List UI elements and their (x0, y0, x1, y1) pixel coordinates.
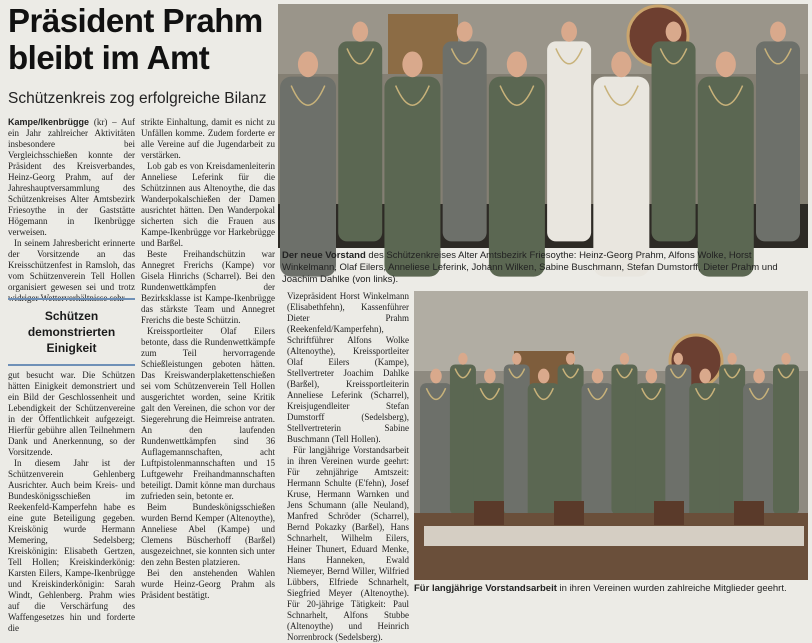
lead-text: (kr) – Auf ein Jahr zahlreicher Aktivitäten insbesondere bei Vergleichsschießen konnte der Präsident des Kreisverbandes, Heinz-Georg Prahm, auf der Jahreshauptversammlung des Schützenkreises Alter Amtsbezirk Friesoythe in der Gaststätte Högemann in Ikenbrügge verweisen. (8, 117, 135, 237)
paragraph: In diesem Jahr ist der Schützenverein Gehlenberg Ausrichter. Auch beim Kreis- und Bundeskönigsschießen im Reekenfeld-Kamperfehn habe es eine gute Beteiligung gegeben. Kreiskönig wurde Hermann Memering, Sedelsberg; Kreiskönigin: Elisabeth Gertzen, Tell Hollen; Kreiskinderkönig: Karsten Eilers, Kampe-Ikenbrügge und Kreiskinderkönigin: Sarah Windt, Gehlenberg. Prahm wies auf die Verschärfung des Waffengesetzes hin und forderte die (8, 458, 135, 633)
person-figure (719, 353, 745, 515)
paragraph: Für langjährige Vorstandsarbeit in ihren Vereinen wurde geehrt: Für zehnjährige Amtszeit: Hermann Schulte (E'fehn), Josef Kruse, Hermann Warnken und Jens Schumann (alle Neuland), Manfred Schröder (Scharrel), Bernd Pokazky (Barßel), Hans Schnarhelt, Wilhelm Eilers, Heiner Thunert, Eduard Menke, Hans Hanneken, Ewald Niemeyer, Bernd Willer, Wilfried Lübbers, Elfriede Schnarhelt, Siegfried Meyer (Altenoythe). Für 20-jährige Tätigkeit: Paul Schnarhelt, Alfons Stubbe (Altenoythe) und Heinrich Norrenbrock (Sedelsberg). (287, 445, 409, 642)
person-figure (689, 369, 721, 533)
caption-text: des Schützenkreises Alter Amtsbezirk Friesoythe: Heinz-Georg Prahm, Alfons Wolke, Horst Winkelmann, Olaf Eilers, Anneliese Leferink, Johann Wilken, Sabine Buschmann, Stefan Dumstorff, Dieter Prahm und Joachim Dahlke (von links). (282, 250, 778, 285)
intermediate-heading: Schützen demonstrierten Einigkeit (8, 298, 135, 366)
article-column-1-continued (8, 370, 135, 633)
paragraph: In seinem Jahresbericht erinnerte der Vorsitzende an das Kreisschützenfest in Ramsloh, das vom Schützenverein Tell Hollen organisiert gewesen sei und trotz widriger Wetterverhältnisse sehr (8, 238, 135, 303)
person-figure (582, 369, 614, 533)
dateline: Kampe/Ikenbrügge (8, 117, 90, 127)
headline: Präsident Prahm bleibt im Amt (8, 2, 263, 76)
paragraph: Kreissportleiter Olaf Eilers betonte, dass die Rundenwettkämpfe zum Teil hervorragende Schießleistungen geboten hätten. Das Kreiswanderplakettenschießen sei vom Schützenverein Tell Hollen ausgerichtet worden, seine Kritik galt den Vereinen, die schon vor der Siegerehrung die Heimreise antraten. An den laufenden Rundenwettkämpfen sind 36 Auflagemannschaften, acht Luftpistolenmannschaften und 15 Luftgewehr Freihandmannschaften beteiligt. Damit könne man durchaus zufrieden sein, betonte er. (141, 326, 275, 501)
paragraph: Lob gab es von Kreisdamenleiterin Anneliese Leferink für die Schützinnen aus Altenoythe, die das Wanderpokalschießen der Damen ausrichtet hätten. Den Wanderpokal sicherten sich die Frauen aus Kampe-Ikenbrügge vor Harkebrügge und Barßel. (141, 161, 275, 248)
photo-honored-members (414, 291, 808, 580)
person-figure (489, 51, 545, 276)
photo-honored-members-image (414, 291, 808, 580)
caption-bold: Für langjährige Vorstandsarbeit (414, 583, 557, 594)
person-figure (547, 22, 591, 242)
person-figure (652, 22, 696, 242)
paragraph: Beste Freihandschützin war Annegret Frerichs (Kampe) vor Gisela Hinrichs (Scharrel). Bei den Rundenwettkämpfen der Bezirksklasse ist Kampe-Ikenbrügge das stärkste Team und Annegret Frerichs die beste Schützin. (141, 249, 275, 325)
person-figure (756, 22, 800, 242)
person-figure (611, 353, 637, 515)
article-column-3 (287, 291, 409, 642)
person-figure (593, 51, 649, 276)
person-figure (450, 353, 476, 515)
person-figure (698, 51, 754, 276)
person-figure (420, 369, 452, 533)
lead-paragraph (8, 117, 135, 238)
caption-text: in ihren Vereinen wurden zahlreiche Mitglieder geehrt. (556, 583, 787, 594)
paragraph: gut besucht war. Die Schützen hätten Einigkeit demonstriert und ein Bild der Geschlossenheit und Lebendigkeit der Schützenvereine in der Öffentlichkeit aufgezeigt. Hierfür gebühre allen Teilnehmern Dank und Anerkennung, so der Vorsitzende. (8, 370, 135, 457)
person-figure (338, 22, 382, 242)
paragraph: strikte Einhaltung, damit es nicht zu Unfällen komme. Zudem forderte er alle Vereine auf die Jugendarbeit zu verstärken. (141, 117, 275, 160)
photo-board-members (278, 4, 808, 248)
person-figure (443, 22, 487, 242)
paragraph: Vizepräsident Horst Winkelmann (Elisabethfehn), Kassenführer Dieter Prahm (Reekenfeld/Kamperfehn), Schriftführer Alfons Wolke (Altenoythe), Kreissportleiter Olaf Eilers (Kampe), Stellvertreter Joachim Dahlke (Barßel), Kreissportleiterin Anneliese Leferink (Scharrel), Kreisjugendleiter Stefan Dumstorff (Sedelsberg), Stellvertreterin Sabine Buschmann (Tell Hollen). (287, 291, 409, 444)
article-column-2 (141, 117, 275, 603)
person-figure (384, 51, 440, 276)
article-column-1 (8, 117, 135, 303)
paragraph: Bei den anstehenden Wahlen wurde Heinz-Georg Prahm als Präsident bestätigt. (141, 568, 275, 600)
photo-board-members-image (278, 4, 808, 248)
person-figure (773, 353, 799, 515)
caption-bold: Der neue Vorstand (282, 250, 366, 261)
subheadline: Schützenkreis zog erfolgreiche Bilanz (8, 90, 267, 107)
photo-honored-members-caption (414, 583, 808, 595)
person-figure (558, 353, 584, 515)
person-figure (280, 51, 336, 276)
person-figure (504, 353, 530, 515)
photo-board-members-caption (282, 250, 808, 286)
paragraph: Beim Bundeskönigsschießen wurden Bernd Kemper (Altenoythe), Anneliese Abel (Kampe) und Clemens Büscherhoff (Barßel) ausgezeichnet, sie konnten sich unter den zehn Besten platzieren. (141, 502, 275, 567)
person-figure (665, 353, 691, 515)
